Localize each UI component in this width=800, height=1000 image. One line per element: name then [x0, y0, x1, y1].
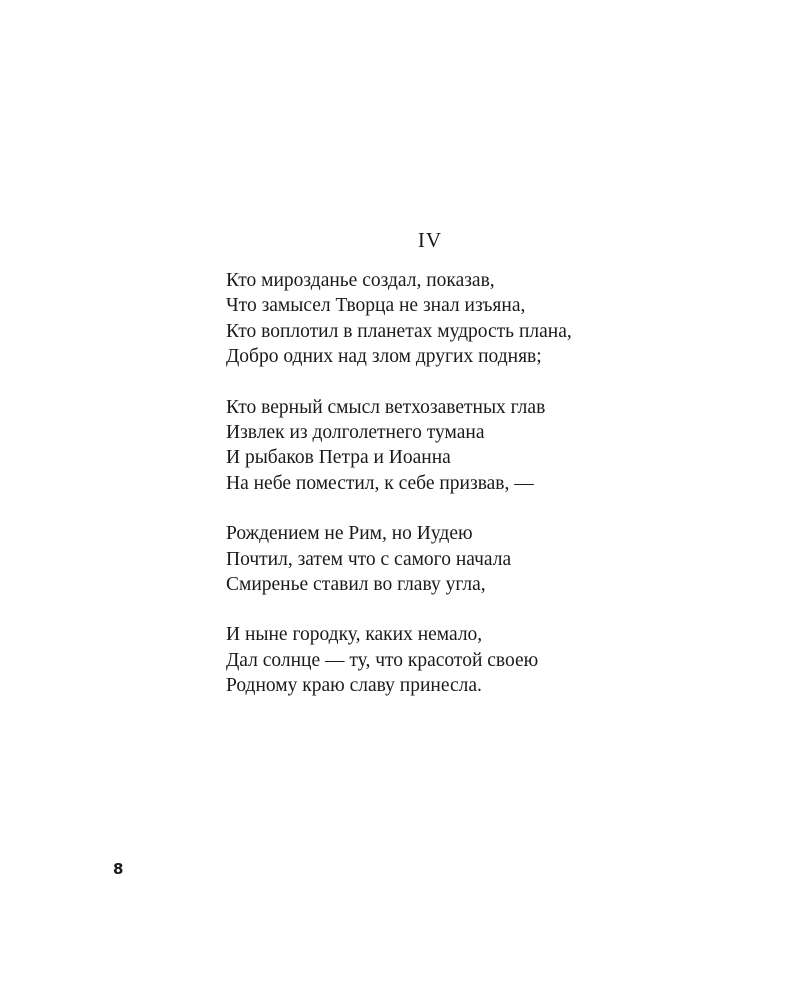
poem-line: Рождением не Рим, но Иудею [226, 523, 473, 545]
poem-line: И ныне городку, каких немало, [226, 624, 483, 646]
poem-line: Дал солнце — ту, что красотой своею [226, 649, 539, 671]
page-number: 8 [113, 860, 124, 878]
stanza-2 [226, 395, 746, 497]
poem-line: На небе поместил, к себе призвав, — [226, 472, 534, 494]
poem-line: Извлек из долголетнего тумана [226, 422, 485, 444]
poem-line: И рыбаков Петра и Иоанна [226, 447, 451, 469]
poem-line: Кто мирозданье создал, показав, [226, 270, 495, 291]
section-title: IV [417, 228, 443, 252]
poem-line: Добро одних над злом других подняв; [226, 346, 542, 368]
poem-line: Что замысел Творца не знал изъяна, [226, 295, 526, 317]
stanza-3 [226, 521, 746, 597]
stanza-4 [226, 622, 746, 698]
poem-line: Кто верный смысл ветхозаветных глав [226, 396, 546, 418]
stanza-1 [226, 268, 746, 370]
poem-line: Кто воплотил в планетах мудрость плана, [226, 320, 572, 342]
poem-line: Почтил, затем что с самого начала [226, 548, 512, 570]
poem [226, 268, 746, 724]
poem-line: Смиренье ставил во главу угла, [226, 574, 486, 596]
poem-line: Родному краю славу принесла. [226, 675, 482, 697]
